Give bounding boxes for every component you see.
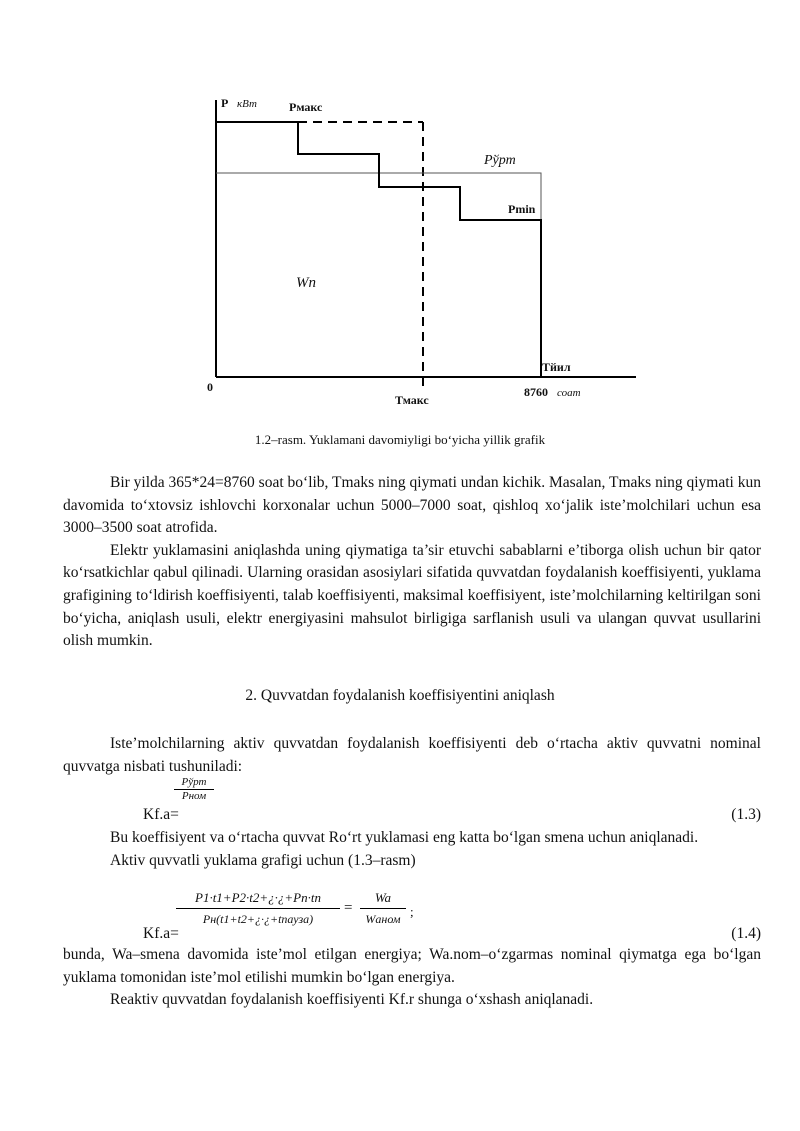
eq14-numerator: P1·t1+P2·t2+¿·¿+Pn·tn	[176, 890, 340, 909]
eq14-equals: =	[344, 900, 353, 916]
eq13-fraction	[174, 776, 214, 802]
load-duration-figure	[195, 88, 645, 418]
load-duration-graph	[195, 88, 645, 418]
paragraph-where: bunda, Wa–smena davomida iste’mol etilgan energiya; Wa.nom–o‘zgarmas nominal qiymatga ega bo‘lgan yuklama tomonidan iste’mol etilishi mumkin bo‘lgan energiya.	[63, 946, 761, 986]
origin-label: 0	[207, 380, 213, 394]
body-text-3	[63, 827, 761, 872]
paragraph-definition: Iste’molchilarning aktiv quvvatdan foydalanish koeffisiyenti deb o‘rtacha aktiv quvvatni nominal quvvatga nisbati tushuniladi:	[63, 735, 761, 775]
eq14-lhs: Kf.a=	[143, 925, 179, 942]
body-text-4	[63, 944, 761, 1012]
eq14-numerator2: Wa	[360, 890, 406, 909]
paragraph-graph: Aktiv quvvatli yuklama grafigi uchun (1.3–rasm)	[110, 851, 416, 869]
figure-caption: 1.2–rasm. Yuklamani davomiyligi bo‘yicha yillik grafik	[254, 432, 546, 447]
body-text-1	[63, 472, 761, 653]
eq13-number: (1.3)	[731, 806, 761, 823]
paragraph-tmaks: Bir yilda 365*24=8760 soat bo‘lib, Tmaks ning qiymati undan kichik. Masalan, Tmaks ning qiymati kun davomida to‘xtovsiz ishlovchi korxonalar uchun 5000–7000 soat, qishloq xo‘jalik iste’molchilari uchun esa 3000–3500 soat atrofida.	[63, 474, 761, 537]
t-yil-label: Тйил	[542, 360, 571, 374]
eq14-number: (1.4)	[731, 925, 761, 942]
eq13-line	[63, 806, 761, 828]
eq14-denominator: Pн(t1+t2+¿·¿+tпауза)	[202, 912, 314, 926]
section-heading: 2. Quvvatdan foydalanish koeffisiyentini aniqlash	[245, 687, 555, 704]
body-text-2	[63, 733, 761, 778]
eq14-semicolon: ;	[410, 904, 414, 919]
p-axis-label: Р	[221, 96, 229, 110]
p-unit-label: кВт	[237, 98, 257, 110]
paragraph-shift: Bu koeffisiyent va o‘rtacha quvvat Ro‘rt yuklamasi eng katta bo‘lgan smena uchun aniqlanadi.	[110, 829, 699, 846]
x-8760-label: 8760	[524, 385, 548, 399]
eq13-numerator: Pўрт	[174, 776, 214, 790]
p-max-label: Рмакс	[289, 100, 323, 114]
eq13-denominator: Pном	[181, 790, 207, 802]
p-min-label: Pmin	[508, 202, 536, 216]
p-avg-line	[216, 173, 541, 377]
energy-area-label: Wп	[296, 275, 316, 291]
paragraph-reactive: Reaktiv quvvatdan foydalanish koeffisiyenti Kf.r shunga o‘xshash aniqlanadi.	[110, 991, 594, 1009]
eq13-lhs: Kf.a=	[143, 806, 179, 823]
x-unit-label: соат	[557, 387, 581, 399]
p-avg-label: Рўрт	[484, 153, 516, 168]
paragraph-factors: Elektr yuklamasini aniqlashda uning qiymatiga ta’sir etuvchi sabablarni e’tiborga olish uchun bir qator ko‘rsatkichlar qabul qilinadi. Ularning orasidan asosiylari sifatida quvvatdan foydalanish koeffisiyenti, yuklama grafigining to‘ldirish koeffisiyenti, talab koeffisiyenti, maksimal koeffisiyent, iste’molchilarning keltirilgan soni bo‘yicha, aniqlash usuli, elektr energiyasini mahsulot birligiga sarflanish usuli va ulangan quvvat usullarini olish mumkin.	[63, 541, 761, 650]
eq14-denominator2: Wаном	[365, 912, 401, 926]
t-max-label: Тмакс	[395, 393, 429, 407]
